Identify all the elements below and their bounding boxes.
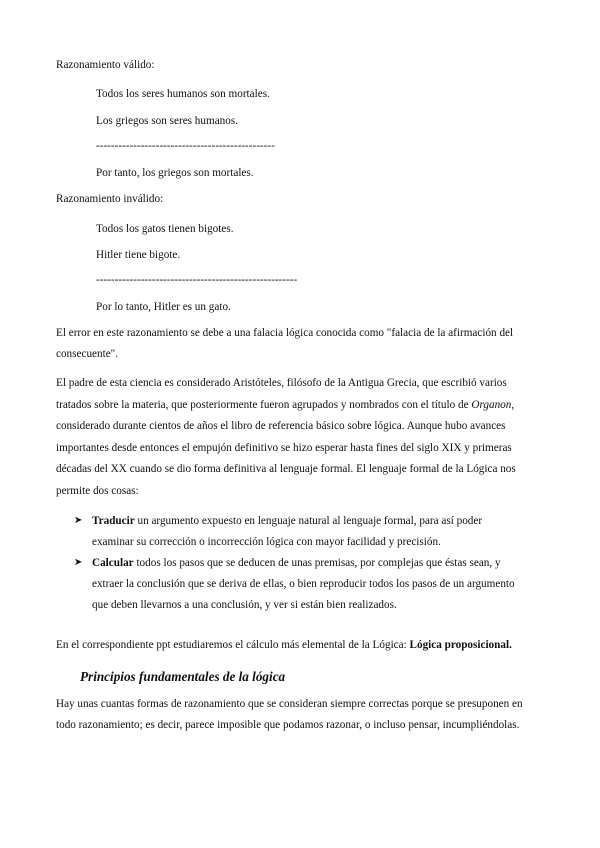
paragraph-text: tratados sobre la materia, que posteriormente fueron agrupados y nombrados con el título de [56, 399, 472, 411]
invalid-premise-2: Hitler tiene bigote. [96, 249, 181, 261]
paragraph-text: , [511, 399, 515, 411]
paragraph-line: considerado durante cientos de años el libro de referencia básico sobre lógica. Aunque hubo avances [56, 420, 506, 432]
paragraph-line: importantes desde entonces el empujón definitivo se hizo esperar hasta fines del siglo XIX y primeras [56, 442, 512, 454]
paragraph-line: permite dos cosas: [56, 485, 139, 497]
bullet-line [92, 514, 568, 528]
valid-premise-1: Todos los seres humanos son mortales. [96, 88, 270, 100]
paragraph-line [56, 638, 512, 652]
bold-term: Lógica proposicional. [409, 639, 512, 651]
bullet-line: examinar su corrección o incorrección lógica con mayor facilidad y precisión. [92, 536, 441, 548]
valid-premise-2: Los griegos son seres humanos. [96, 115, 239, 127]
valid-reasoning-title: Razonamiento válido: [56, 59, 155, 71]
bullet-line: extraer la conclusión que se deriva de ellas, o bien reproducir todos los pasos de un argumento [92, 578, 515, 590]
paragraph-line: Hay unas cuantas formas de razonamiento que se consideran siempre correctas porque se presuponen en [56, 698, 523, 710]
bullet-keyword: Calcular [92, 557, 134, 569]
paragraph-line: décadas del XX cuando se dio forma definitiva al lenguaje formal. El lenguaje formal de la Lógica nos [56, 463, 516, 475]
paragraph-line: El error en este razonamiento se debe a una falacia lógica conocida como "falacia de la afirmación del [56, 327, 514, 339]
section-heading: Principios fundamentales de la lógica [80, 669, 286, 684]
paragraph-line: El padre de esta ciencia es considerado Aristóteles, filósofo de la Antigua Grecia, que escribió varios [56, 377, 507, 389]
bullet-keyword: Traducir [92, 515, 135, 527]
paragraph-line: todo razonamiento; es decir, parece imposible que podamos razonar, o incluso pensar, incumpliéndolas. [56, 719, 520, 731]
invalid-separator: ------------------------------------------------------ [96, 274, 298, 286]
valid-separator: ------------------------------------------------ [96, 140, 275, 152]
valid-conclusion: Por tanto, los griegos son mortales. [96, 167, 254, 179]
organon-title: Organon [471, 399, 512, 411]
invalid-reasoning-title: Razonamiento inválido: [56, 193, 164, 205]
paragraph-line: consecuente". [56, 348, 119, 360]
invalid-conclusion: Por lo tanto, Hitler es un gato. [96, 301, 231, 313]
arrow-bullet-icon: ➤ [74, 515, 83, 526]
paragraph-text: En el correspondiente ppt estudiaremos el cálculo más elemental de la Lógica: [56, 639, 410, 651]
bullet-line: que deben llevarnos a una conclusión, y ver si están bien realizados. [92, 599, 397, 611]
bullet-text: todos los pasos que se deducen de unas premisas, por complejas que éstas sean, y [133, 557, 501, 569]
invalid-premise-1: Todos los gatos tienen bigotes. [96, 223, 234, 235]
bullet-line [92, 556, 568, 570]
bullet-text: un argumento expuesto en lenguaje natural al lenguaje formal, para así poder [134, 515, 483, 527]
arrow-bullet-icon: ➤ [74, 557, 83, 568]
paragraph-line [56, 398, 568, 412]
